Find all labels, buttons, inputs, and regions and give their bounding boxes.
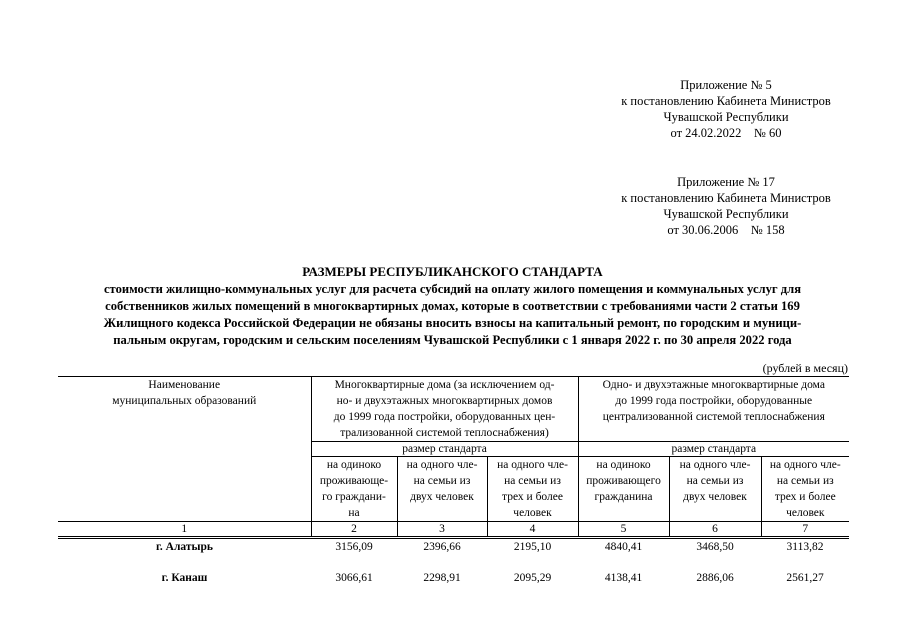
table-cell: 2195,10 <box>513 541 552 553</box>
subcolumn-header: на одиноко проживающего гражданина <box>578 457 669 522</box>
appendix-date: от 24.02.2022 № 60 <box>670 126 782 140</box>
column-number: 2 <box>311 522 397 538</box>
table-row <box>58 570 849 602</box>
table-cell: 2298,91 <box>423 571 461 584</box>
subtitle-line: пальным округам, городским и сельским поселениям Чувашской Республики с 1 января 2022 г. по 30 апреля 2022 года <box>113 333 792 347</box>
appendix-title: Приложение № 5 <box>680 78 772 92</box>
appendix-title: Приложение № 17 <box>677 175 775 189</box>
subgroup-label: размер стандарта <box>311 442 578 457</box>
standard-table <box>58 376 849 602</box>
table-cell: 3156,09 <box>335 541 373 553</box>
table-cell: 3468,50 <box>696 541 734 553</box>
municipality-name: г. Алатырь <box>156 541 213 553</box>
column-number: 5 <box>578 522 669 538</box>
table-row <box>58 538 849 570</box>
subcolumn-header: на одного чле- на семьи из трех и более человек <box>761 457 849 522</box>
column-number: 6 <box>669 522 761 538</box>
municipality-name: г. Канаш <box>161 571 208 584</box>
subtitle-line: стоимости жилищно-коммунальных услуг для расчета субсидий на оплату жилого помещения и коммунальных услуг для <box>103 282 802 296</box>
group1-header: Многоквартирные дома (за исключением од- но- и двухэтажных многоквартирных домов до 1999 года постройки, оборудованных цен- трализованной системой теплоснабжения) <box>311 377 578 442</box>
group2-header: Одно- и двухэтажные многоквартирные дома до 1999 года постройки, оборудованные централизованной системой теплоснабжения <box>578 377 849 442</box>
document-subtitle <box>0 281 905 349</box>
appendix-line: Чувашской Республики <box>663 207 789 221</box>
appendix-original-block <box>605 174 847 238</box>
table-cell: 2886,06 <box>696 571 734 584</box>
subcolumn-header: на одного чле- на семьи из двух человек <box>397 457 487 522</box>
subcolumn-header: на одного чле- на семьи из двух человек <box>669 457 761 522</box>
column-number-row <box>58 522 849 538</box>
document-title: РАЗМЕРЫ РЕСПУБЛИКАНСКОГО СТАНДАРТА <box>302 264 603 279</box>
subcolumn-header: на одного чле- на семьи из трех и более человек <box>487 457 578 522</box>
column-number: 4 <box>487 522 578 538</box>
table-cell: 4840,41 <box>604 541 643 553</box>
appendix-current-block <box>605 77 847 141</box>
table-cell: 2396,66 <box>423 541 461 553</box>
subtitle-line: собственников жилых помещений в многоквартирных домах, которые в соответствии с требованиями части 2 статьи 169 <box>105 299 800 313</box>
table-cell: 4138,41 <box>604 571 643 584</box>
subcolumn-header: на одиноко проживающе- го граждани- на <box>311 457 397 522</box>
appendix-date: от 30.06.2006 № 158 <box>667 223 785 237</box>
table-cell: 2095,29 <box>513 571 552 584</box>
column-number: 7 <box>761 522 849 538</box>
table-cell: 2561,27 <box>786 571 824 584</box>
subgroup-label: размер стандарта <box>578 442 849 457</box>
appendix-line: к постановлению Кабинета Министров <box>621 94 831 108</box>
table-cell: 3066,61 <box>335 571 373 584</box>
units-note: (рублей в месяц) <box>762 361 848 375</box>
column-number: 3 <box>397 522 487 538</box>
column-number: 1 <box>58 522 311 538</box>
subtitle-line: Жилищного кодекса Российской Федерации не обязаны вносить взносы на капитальный ремонт, по городским и муници- <box>103 316 802 330</box>
appendix-line: к постановлению Кабинета Министров <box>621 191 831 205</box>
appendix-line: Чувашской Республики <box>663 110 789 124</box>
municipality-header: Наименование муниципальных образований <box>58 377 311 522</box>
table-cell: 3113,82 <box>786 541 824 553</box>
